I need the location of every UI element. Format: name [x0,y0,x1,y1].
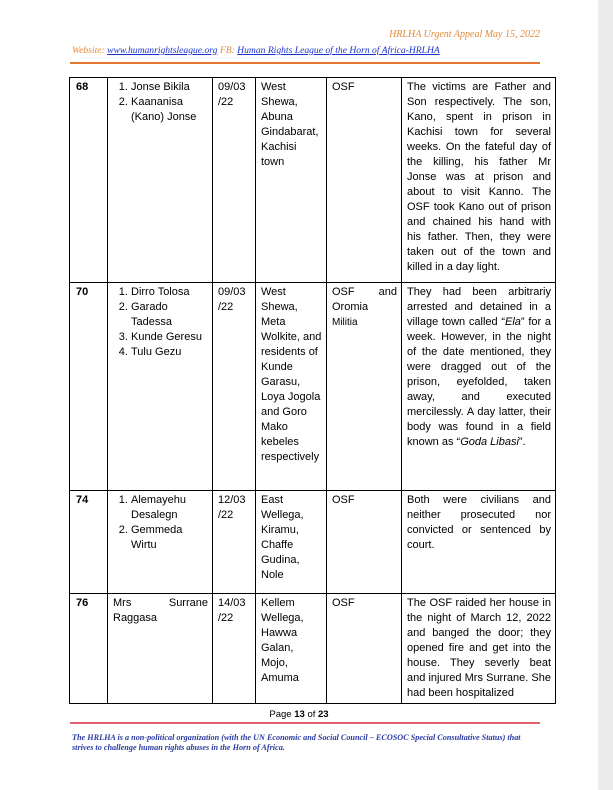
victim-name: 3. Kunde Geresu [131,330,208,345]
victims-cell [108,78,213,283]
fb-label: FB: [219,45,235,56]
description-text: They had been arbitrariy arrested and detained in a village town called “ [407,286,551,328]
victim-name: 2. Garado Tadessa [131,300,208,330]
table-row [70,283,556,491]
victim-name: 1. Dirro Tolosa [131,285,208,300]
footer-divider [70,722,540,724]
total-pages: 23 [318,709,329,720]
place-cell: West Shewa, Abuna Gindabarat, Kachisi town [256,78,327,283]
place-name-emphasis: Ela [505,316,521,328]
table-row [70,594,556,704]
description-cell: Both were civilians and neither prosecuted nor convicted or sentenced by court. [402,491,556,594]
table-row [70,78,556,283]
of-word: of [307,709,316,720]
facebook-link[interactable]: Human Rights League of the Horn of Africa-HRLHA [237,45,440,56]
date-cell: 12/03 /22 [213,491,256,594]
place-name-emphasis: Goda Libasi [460,436,519,448]
current-page: 13 [294,709,305,720]
description-cell: The OSF raided her house in the night of March 12, 2022 and banged the door; they opened fire and get into the house. They severly beat and injured Mrs Surrane. She had been hospitalized [402,594,556,704]
date-cell: 09/03 /22 [213,78,256,283]
victim-name: 2. Kaananisa (Kano) Jonse [131,95,208,125]
website-label: Website: [72,45,105,56]
header-divider [70,62,540,64]
description-text: ”. [518,436,526,448]
description-text: ” for a week. However, in the night of the date mentioned, they were dragged out of the prison, eyefolded, taken away, and executed mercilessly. A day latter, their body was found in a field known as “ [407,316,551,448]
perpetrator-cell: OSF [327,594,402,704]
website-link[interactable]: www.humanrightsleague.org [107,45,218,56]
case-number: 68 [70,78,108,283]
page-word: Page [269,709,292,720]
victim-name: 2. Gemmeda Wirtu [131,523,208,553]
perpetrator-sub: Militia [332,317,358,328]
victim-name: 1. Alemayehu Desalegn [131,493,208,523]
date-cell: 14/03 /22 [213,594,256,704]
case-number: 74 [70,491,108,594]
victim-name: 4. Tulu Gezu [131,345,208,360]
victims-cell [108,491,213,594]
perpetrator-cell [327,283,402,491]
date-cell: 09/03 /22 [213,283,256,491]
footer-note: The HRLHA is a non-political organization (with the UN Economic and Social Council – ECOSOC Special Consultative Status) that strives to challenge human rights abuses in the Horn of Africa. [72,733,521,752]
header-appeal-title: HRLHA Urgent Appeal May 15, 2022 [389,29,540,40]
page-number [0,709,598,720]
victims-table [69,77,556,704]
header-links [72,45,440,56]
victims-cell [108,283,213,491]
description-cell: The victims are Father and Son respectively. The son, Kano, spent in prison in Kachisi town for several weeks. On the fateful day of the killing, his father Mr Jonse was at prison and about to visit Kanno. The OSF took Kano out of prison and chained his hand with his father. Then, they were taken out of the town and killed in a day light. [402,78,556,283]
victim-name: 1. Jonse Bikila [131,80,208,95]
description-cell [402,283,556,491]
place-cell: Kellem Wellega, Hawwa Galan, Mojo, Amuma [256,594,327,704]
victim-name: Mrs Surrane Raggasa [108,594,213,704]
perpetrator-cell: OSF [327,491,402,594]
place-cell: East Wellega, Kiramu, Chaffe Gudina, Nole [256,491,327,594]
perpetrator-cell: OSF [327,78,402,283]
case-number: 70 [70,283,108,491]
table-row [70,491,556,594]
place-cell: West Shewa, Meta Wolkite, and residents of Kunde Garasu, Loya Jogola and Goro Mako kebeles respectively [256,283,327,491]
case-number: 76 [70,594,108,704]
perpetrator-main: OSF and Oromia [332,286,397,313]
